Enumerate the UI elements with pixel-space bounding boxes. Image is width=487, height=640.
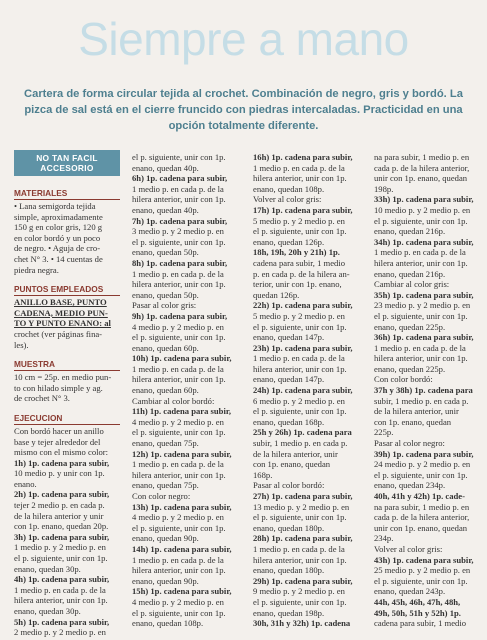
page-subtitle: Cartera de forma circular tejida al crochet. Combinación de negro, gris y bordó. La pizca de sal está en el cierre fruncido con piedras intercaladas. Practicidad en una opción totalmente diferente. [24, 88, 463, 132]
muestra-text [14, 372, 120, 404]
text-line: subir, 1 medio p. en cada p. [374, 395, 469, 406]
page-title: Siempre a mano [78, 13, 409, 65]
text-line: ANILLO BASE, PUNTO [14, 297, 107, 308]
text-line: el p. siguiente, unir con 1p. [253, 321, 347, 332]
text-line: 4 medio p. y 2 medio p. en [132, 321, 224, 332]
text-line: 43h) 1p. cadena para subir, [374, 554, 474, 565]
ejecucion-text [14, 426, 120, 638]
text-line: enano, quedan 75p. [132, 438, 199, 449]
text-line: 24 medio p. y 2 medio p. en [374, 459, 471, 470]
text-line: enano, quedan 90p. [132, 533, 199, 544]
text-line: 25h y 26h) 1p. cadena para [253, 427, 352, 438]
text-line: subir, 1 medio p. en cada p. [253, 438, 348, 449]
text-line: crochet (ver páginas fina- [14, 328, 103, 339]
text-line: el p. siguiente, unir con 1p. [253, 512, 347, 523]
text-line: de negro. • Aguja de cro- [14, 243, 101, 254]
text-line: enano, quedan 40p. [132, 204, 199, 215]
text-line: 9 medio p. y 2 medio p. en [253, 586, 345, 597]
text-line: 40h, 41h y 42h) 1p. cade- [374, 491, 465, 501]
text-line: p. en cada p. de la hilera an- [253, 268, 350, 279]
text-line: Con color bordó: [374, 374, 433, 385]
text-line: 3 medio p. y 2 medio p. en [132, 226, 224, 237]
text-line: 198p. [374, 183, 394, 194]
text-line: 12h) 1p. cadena para subir, [132, 448, 232, 459]
text-line: 234p. [374, 533, 394, 544]
text-line: Cambiar al color bordó: [132, 395, 215, 406]
text-line: enano. [14, 478, 37, 489]
text-line: el p. siguiente, unir con 1p. [132, 332, 226, 343]
text-line: 4h) 1p. cadena para subir, [14, 574, 110, 585]
text-line: Pasar al color negro: [374, 438, 445, 449]
text-line: 1 medio p. en cada p. de la [374, 247, 466, 258]
text-line: 2 medio p. y 2 medio p. en [14, 627, 106, 638]
text-line: 8h) 1p. cadena para subir, [132, 257, 228, 268]
text-line: base y tejer alrededor del [14, 436, 101, 447]
text-line: de la hilera anterior y unir [14, 510, 104, 521]
text-line: 168p. [253, 469, 273, 480]
text-line: 9h) 1p. cadena para subir, [132, 310, 228, 321]
text-line: 37h y 38h) 1p. cadena para [374, 385, 473, 396]
text-line: hilera anterior, unir con 1p. [132, 279, 226, 290]
text-line: enano, quedan 90p. [132, 575, 199, 586]
text-line: CADENA, MEDIO PUN- [14, 307, 108, 318]
text-line: enano, quedan 216p. [374, 268, 446, 279]
text-line: 4 medio p. y 2 medio p. en [132, 416, 224, 427]
text-line: 4 medio p. y 2 medio p. en [132, 512, 224, 523]
text-line: Pasar al color gris: [132, 300, 197, 311]
text-line: de crochet N° 3. [14, 393, 70, 404]
text-line: Volver al color gris: [253, 194, 322, 205]
text-line: 225p. [374, 427, 394, 438]
text-line: 10 cm = 25p. en medio pun- [14, 372, 112, 383]
text-line: con 1p. enano, quedan [253, 459, 331, 470]
text-line: enano, quedan 108p. [253, 183, 325, 194]
puntos-heading: PUNTOS EMPLEADOS [14, 284, 120, 296]
text-line: 7h) 1p. cadena para subir, [132, 215, 228, 226]
text-line: enano, quedan 147p. [253, 332, 325, 343]
text-line: enano, quedan 198p. [253, 607, 325, 618]
text-line: 5h) 1p. cadena para subir, [14, 616, 110, 627]
text-line: el p. siguiente, unir con 1p. [253, 406, 347, 417]
text-line: 23h) 1p. cadena para subir, [253, 342, 353, 353]
text-line: 34h) 1p. cadena para subir, [374, 236, 474, 247]
text-line: 3h) 1p. cadena para subir, [14, 531, 110, 542]
text-line: 1 medio p. en cada p. de la [132, 363, 224, 374]
text-line: 150 g en color gris, 120 g [14, 222, 103, 233]
text-line: 39h) 1p. cadena para subir, [374, 448, 474, 459]
text-line: 24h) 1p. cadena para subir, [253, 385, 353, 396]
text-line: enano, quedan 50p. [132, 289, 199, 300]
text-line: • Lana semigorda tejida [14, 201, 96, 211]
text-line: hilera anterior, unir con 1p. [132, 469, 226, 480]
text-line: hilera anterior, unir con 1p. [132, 194, 226, 205]
text-line: enano, quedan 60p. [132, 342, 199, 353]
text-line: 1 medio p. y 2 medio p. en [14, 542, 106, 553]
text-line: enano, quedan 216p. [374, 226, 446, 237]
text-line: 27h) 1p. cadena para subir, [253, 491, 353, 501]
text-line: hilera anterior, unir con 1p. [253, 363, 347, 374]
text-line: 30h, 31h y 32h) 1p. cadena [253, 618, 351, 629]
puntos-text [14, 297, 120, 350]
text-line: cadena para subir, 1 medio [253, 257, 346, 268]
text-line: 2h) 1p. cadena para subir, [14, 489, 110, 500]
column-2 [132, 152, 244, 629]
text-line: Pasar al color bordó: [253, 480, 325, 491]
badge-line-1: NO TAN FACIL [36, 153, 98, 163]
text-line: 10 medio p. y unir con 1p. [14, 468, 105, 479]
text-line: de la hilera anterior, unir [253, 448, 338, 459]
text-line: 5 medio p. y 2 medio p. en [253, 310, 345, 321]
text-line: 1 medio p. en cada p. de la [253, 353, 345, 364]
text-line: na para subir, 1 medio p. en [374, 152, 470, 162]
text-line: el p. siguiente, unir con 1p. [132, 152, 226, 162]
text-line: 11h) 1p. cadena para subir, [132, 406, 232, 417]
text-line: 14h) 1p. cadena para subir, [132, 543, 232, 554]
text-line: hilera anterior, unir con 1p. [14, 595, 108, 606]
text-line: el p. siguiente, unir con 1p. [14, 553, 108, 564]
text-line: 13 medio p. y 2 medio p. en [253, 501, 350, 512]
text-line: to con hilado simple y ag. [14, 382, 103, 393]
text-line: Volver al color gris: [374, 543, 443, 554]
text-line: de la hilera anterior, unir [374, 406, 459, 417]
text-line: 1 medio p. en cada p. de la [374, 342, 466, 353]
text-line: hilera anterior, unir con 1p. [374, 257, 468, 268]
text-line: el p. siguiente, unir con 1p. [253, 596, 347, 607]
text-line: 36h) 1p. cadena para subir, [374, 332, 474, 343]
text-line: simple, aproximadamente [14, 211, 103, 222]
text-line: hilera anterior, unir con 1p. [132, 565, 226, 576]
text-line: 15h) 1p. cadena para subir, [132, 586, 232, 597]
column-4 [374, 152, 484, 629]
text-line: 1 medio p. en cada p. de la [132, 554, 224, 565]
text-line: na para subir, 1 medio p. en [374, 501, 470, 512]
text-line: les). [14, 339, 29, 350]
text-line: 1 medio p. en cada p. de la [14, 584, 106, 595]
text-line: enano, quedan 225p. [374, 363, 446, 374]
text-line: 23 medio p. y 2 medio p. en [374, 300, 471, 311]
text-line: Con bordó hacer un anillo [14, 425, 104, 436]
text-line: 33h) 1p. cadena para subir, [374, 194, 474, 205]
text-line: el p. siguiente, unir con 1p. [132, 607, 226, 618]
text-line: enano, quedan 40p. [132, 162, 199, 173]
text-line: hilera anterior, unir con 1p. [253, 173, 347, 184]
text-line: tejer 2 medio p. en cada p. [14, 500, 105, 511]
column-1 [14, 150, 120, 638]
text-line: cada p. de la hilera anterior, [374, 162, 470, 173]
text-line: 1 medio p. en cada p. de la [253, 162, 345, 173]
text-line: 35h) 1p. cadena para subir, [374, 289, 474, 300]
text-line: quedan 126p. [253, 289, 300, 300]
text-line: enano, quedan 108p. [132, 618, 204, 629]
text-line: el p. siguiente, unir con 1p. [132, 236, 226, 247]
text-line: 28h) 1p. cadena para subir, [253, 533, 353, 544]
text-line: enano, quedan 60p. [132, 385, 199, 396]
text-line: hilera anterior, unir con 1p. [374, 353, 468, 364]
text-line: cada p. de la hilera anterior, [374, 512, 470, 523]
text-line: enano, quedan 75p. [132, 480, 199, 491]
text-line: con 1p. enano, quedan 20p. [14, 521, 109, 532]
text-line: enano, quedan 234p. [374, 480, 446, 491]
text-line: 22h) 1p. cadena para subir, [253, 300, 353, 311]
text-line: enano, quedan 168p. [253, 416, 325, 427]
text-line: 5 medio p. y 2 medio p. en [253, 215, 345, 226]
difficulty-badge [14, 150, 120, 176]
text-line: 1 medio p. en cada p. de la [132, 183, 224, 194]
text-line: unir con 1p. enano, quedan [374, 173, 468, 184]
materiales-text [14, 201, 120, 275]
text-line: 18h, 19h, 20h y 21h) 1p. [253, 247, 340, 258]
text-line: 1 medio p. en cada p. de la [132, 268, 224, 279]
text-line: enano, quedan 30p. [14, 563, 81, 574]
text-line: 1h) 1p. cadena para subir, [14, 457, 110, 468]
ejecucion-heading: EJECUCION [14, 413, 120, 425]
text-line: 16h) 1p. cadena para subir, [253, 152, 353, 162]
text-line: 13h) 1p. cadena para subir, [132, 501, 232, 512]
text-line: enano, quedan 180p. [253, 522, 325, 533]
text-line: terior, unir con 1p. enano, [253, 279, 342, 290]
text-line: 29h) 1p. cadena para subir, [253, 575, 353, 586]
text-line: hilera anterior, unir con 1p. [253, 554, 347, 565]
text-line: 4 medio p. y 2 medio p. en [132, 596, 224, 607]
text-line: 1 medio p. en cada p. de la [253, 543, 345, 554]
text-line: el p. siguiente, unir con 1p. [374, 575, 468, 586]
column-3 [253, 152, 367, 629]
text-line: 6h) 1p. cadena para subir, [132, 173, 228, 184]
text-line: enano, quedan 147p. [253, 374, 325, 385]
text-line: enano, quedan 180p. [253, 565, 325, 576]
materiales-heading: MATERIALES [14, 188, 120, 200]
text-line: 25 medio p. y 2 medio p. en [374, 565, 471, 576]
text-line: 1 medio p. en cada p. de la [132, 459, 224, 470]
text-line: enano, quedan 243p. [374, 586, 446, 597]
text-line: 10h) 1p. cadena para subir, [132, 353, 232, 364]
text-line: el p. siguiente, unir con 1p. [374, 310, 468, 321]
text-line: chet N° 3. • 14 cuentas de [14, 253, 103, 264]
text-line: enano, quedan 225p. [374, 321, 446, 332]
text-line: el p. siguiente, unir con 1p. [132, 522, 226, 533]
text-line: cadena para subir, 1 medio [374, 618, 467, 629]
text-line: enano, quedan 126p. [253, 236, 325, 247]
text-line: con 1p. enano, quedan [374, 416, 452, 427]
text-line: unir con 1p. enano, quedan [374, 522, 468, 533]
text-line: el p. siguiente, unir con 1p. [132, 427, 226, 438]
text-line: enano, quedan 50p. [132, 247, 199, 258]
text-line: 6 medio p. y 2 medio p. en [253, 395, 345, 406]
text-line: 17h) 1p. cadena para subir, [253, 204, 353, 215]
text-line: piedra negra. [14, 264, 59, 275]
text-line: el p. siguiente, unir con 1p. [374, 469, 468, 480]
text-line: mismo con el mismo color: [14, 447, 109, 458]
text-line: 44h, 45h, 46h, 47h, 48h, [374, 596, 461, 607]
text-line: el p. siguiente, unir con 1p. [374, 215, 468, 226]
badge-line-2: ACCESORIO [40, 163, 94, 173]
text-line: 49h, 50h, 51h y 52h) 1p. [374, 607, 461, 618]
text-line: TO Y PUNTO ENANO: al [14, 318, 111, 329]
text-line: enano, quedan 30p. [14, 606, 81, 616]
text-line: Cambiar al color gris: [374, 279, 450, 290]
muestra-heading: MUESTRA [14, 359, 120, 371]
text-line: hilera anterior, unir con 1p. [132, 374, 226, 385]
text-line: Con color negro: [132, 491, 191, 501]
text-line: 10 medio p. y 2 medio p. en [374, 204, 471, 215]
text-line: el p. siguiente, unir con 1p. [253, 226, 347, 237]
text-line: en color bordó y un poco [14, 232, 101, 243]
